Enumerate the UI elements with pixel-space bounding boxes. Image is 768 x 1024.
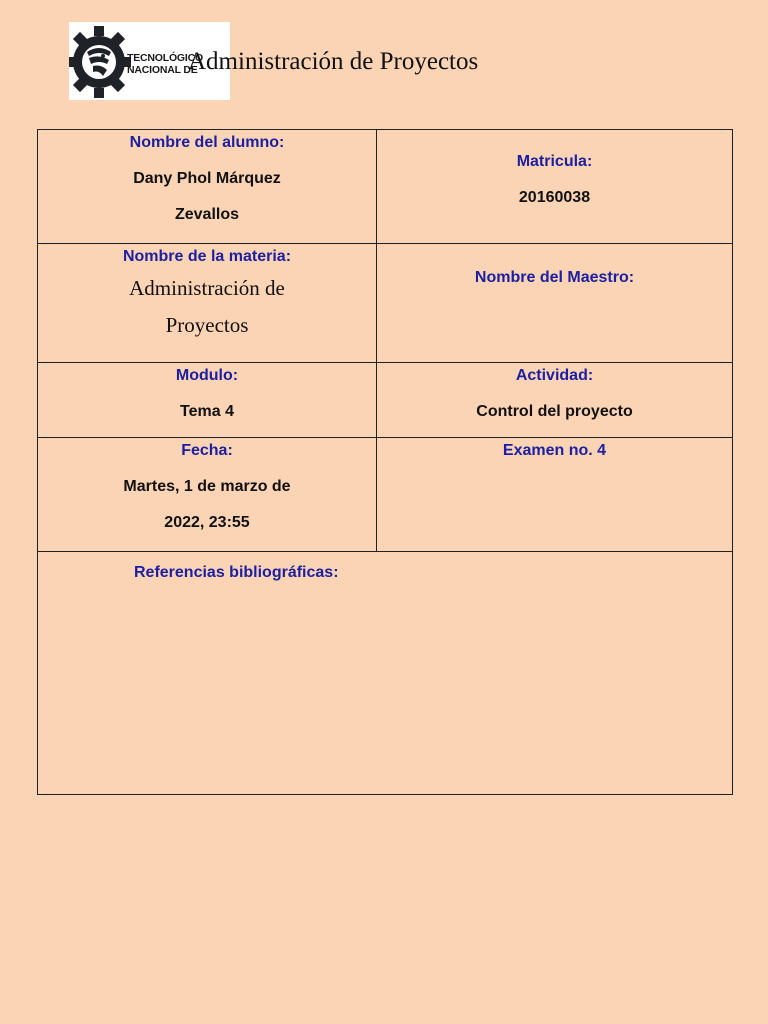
date-value-line-2: 2022, 23:55: [164, 514, 250, 531]
date-cell: [38, 438, 377, 552]
module-value: Tema 4: [180, 403, 234, 420]
module-cell: [38, 363, 377, 438]
teacher-cell: [377, 244, 733, 363]
table-row: [38, 552, 733, 795]
exam-label: Examen no. 4: [502, 442, 607, 459]
matricula-label: Matricula:: [516, 153, 593, 170]
student-name-line-1: Dany Phol Márquez: [133, 170, 281, 187]
date-label: Fecha:: [181, 442, 233, 459]
subject-value-line-1: Administración de: [129, 276, 285, 300]
table-row: [38, 438, 733, 552]
document-title: Administración de Proyectos: [188, 48, 479, 75]
references-cell: [38, 552, 733, 795]
subject-cell: [38, 244, 377, 363]
logo-line-1: TECNOLÓGICO: [127, 52, 203, 64]
references-label: Referencias bibliográficas:: [134, 564, 339, 581]
date-value-line-1: Martes, 1 de marzo de: [123, 478, 291, 495]
table-row: [38, 130, 733, 244]
module-label: Modulo:: [175, 367, 239, 384]
teacher-label: Nombre del Maestro:: [474, 269, 635, 286]
info-table: [37, 129, 733, 795]
logo-line-2: NACIONAL DE: [127, 64, 198, 76]
student-cell: [38, 130, 377, 244]
table-row: [38, 244, 733, 363]
matricula-cell: [377, 130, 733, 244]
subject-label: Nombre de la materia:: [122, 248, 292, 265]
exam-cell: [377, 438, 733, 552]
matricula-value: 20160038: [518, 189, 591, 206]
activity-label: Actividad:: [515, 367, 594, 384]
activity-cell: [377, 363, 733, 438]
activity-value: Control del proyecto: [476, 403, 633, 420]
student-label: Nombre del alumno:: [129, 134, 285, 151]
subject-value-line-2: Proyectos: [165, 313, 249, 337]
student-name-line-2: Zevallos: [174, 206, 240, 223]
table-row: [38, 363, 733, 438]
